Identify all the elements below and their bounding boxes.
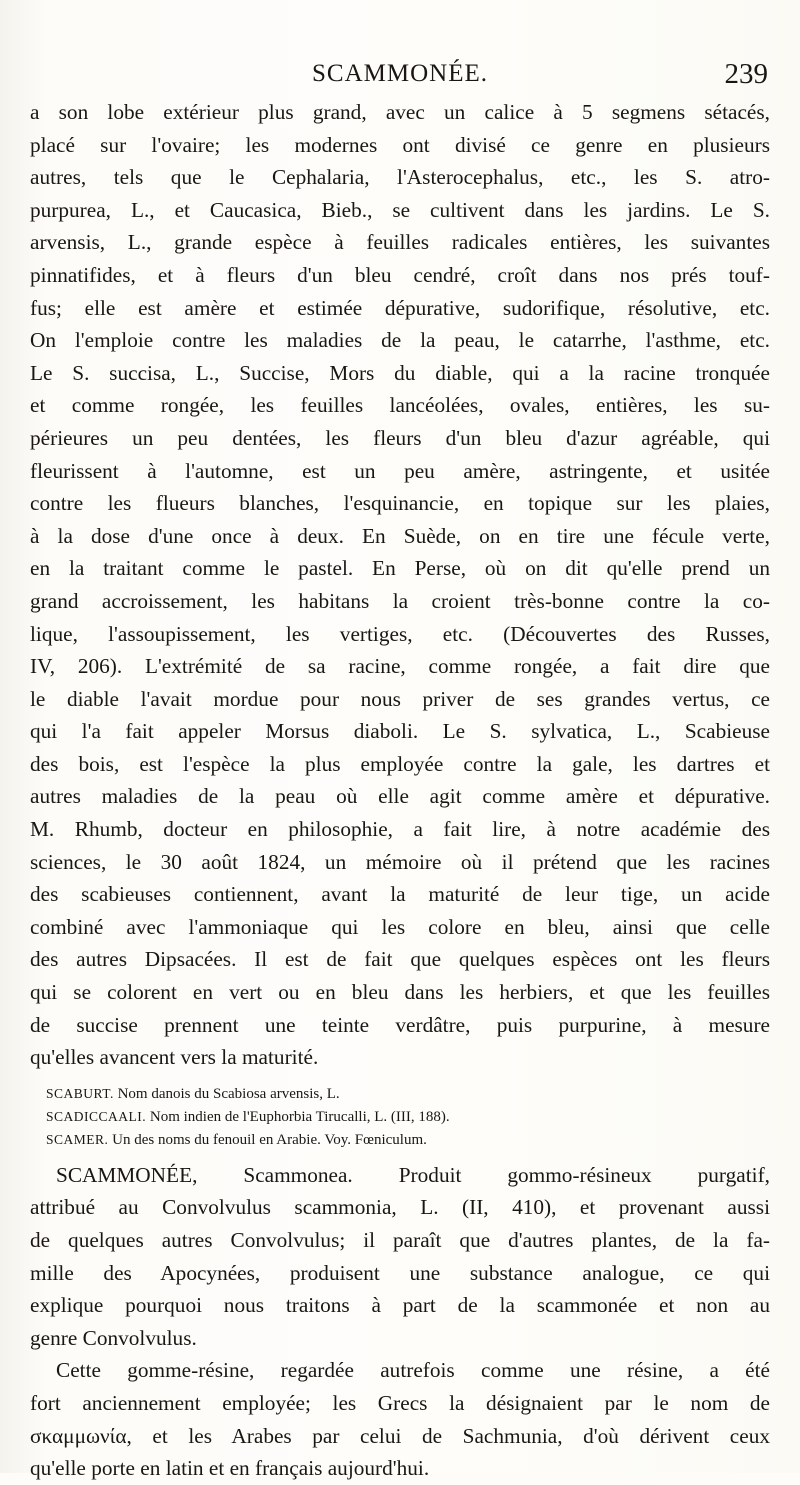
- text-line: de succise prennent une teinte verdâtre, puis purpurine, à mesure: [30, 1012, 770, 1037]
- minor-entry: [30, 1082, 770, 1105]
- page-header: [0, 58, 800, 98]
- text-line: On l'emploie contre les maladies de la peau, le catarrhe, l'asthme, etc.: [30, 328, 770, 353]
- text-line: σκαμμωνία, et les Arabes par celui de Sachmunia, d'où dérivent ceux: [30, 1423, 770, 1448]
- text-line: des autres Dipsacées. Il est de fait que quelques espèces ont les fleurs: [30, 947, 770, 972]
- text-line: de quelques autres Convolvulus; il paraît que d'autres plantes, de la fa-: [30, 1228, 770, 1252]
- text-line: fleurissent à l'automne, est un peu amère, astringente, et usitée: [30, 458, 770, 483]
- text-line: des scabieuses contiennent, avant la maturité de leur tige, un acide: [30, 882, 770, 907]
- text-line: grand accroissement, les habitans la croient très-bonne contre la co-: [30, 588, 770, 613]
- text-line: et comme rongée, les feuilles lancéolées, ovales, entières, les su-: [30, 393, 770, 418]
- text-line: sciences, le 30 août 1824, un mémoire où il prétend que les racines: [30, 849, 770, 874]
- text-line: fus; elle est amère et estimée dépurative, sudorifique, résolutive, etc.: [30, 295, 770, 320]
- spacer: [30, 1074, 770, 1082]
- text-line: arvensis, L., grande espèce à feuilles radicales entières, les suivantes: [30, 230, 770, 255]
- text-line: lique, l'assoupissement, les vertiges, etc. (Découvertes des Russes,: [30, 621, 770, 646]
- text-line: contre les flueurs blanches, l'esquinancie, en topique sur les plaies,: [30, 491, 770, 516]
- minor-entry: [30, 1128, 770, 1151]
- text-line: Cette gomme-résine, regardée autrefois comme une résine, a été: [56, 1358, 770, 1383]
- text-line: placé sur l'ovaire; les modernes ont divisé ce genre en plusieurs: [30, 132, 770, 157]
- text-line: a son lobe extérieur plus grand, avec un calice à 5 segmens sétacés,: [30, 100, 770, 124]
- text-line: mille des Apocynées, produisent une substance analogue, ce qui: [30, 1260, 770, 1285]
- text-line: en la traitant comme le pastel. En Perse, où on dit qu'elle prend un: [30, 556, 770, 581]
- entry-text: Nom danois du Scabiosa arvensis, L.: [117, 1085, 340, 1102]
- page-number: 239: [724, 58, 768, 90]
- entry-heading-line: SCAMMONÉE, Scammonea. Produit gommo-résineux purgatif,: [56, 1162, 770, 1187]
- text-line: autres maladies de la peau où elle agit comme amère et dépurative.: [30, 784, 770, 809]
- text-line: purpurea, L., et Caucasica, Bieb., se cultivent dans les jardins. Le S.: [30, 197, 770, 222]
- text-line: à la dose d'une once à deux. En Suède, on en tire une fécule verte,: [30, 523, 770, 548]
- text-line: qui se colorent en vert ou en bleu dans les herbiers, et que les feuilles: [30, 980, 770, 1005]
- text-line: genre Convolvulus.: [30, 1325, 197, 1350]
- text-line: pinnatifides, et à fleurs d'un bleu cendré, croît dans nos prés touf-: [30, 262, 770, 287]
- entry-text: Nom indien de l'Euphorbia Tirucalli, L. (III, 188).: [149, 1108, 450, 1125]
- text-line: IV, 206). L'extrémité de sa racine, comme rongée, a fait dire que: [30, 654, 770, 679]
- text-line: qu'elles avancent vers la maturité.: [30, 1045, 319, 1070]
- text-line: qui l'a fait appeler Morsus diaboli. Le S. sylvatica, L., Scabieuse: [30, 719, 770, 744]
- spacer: [30, 1151, 770, 1159]
- entry-head: SCABURT.: [46, 1085, 114, 1101]
- text-line: combiné avec l'ammoniaque qui les colore en bleu, ainsi que celle: [30, 914, 770, 939]
- running-head: SCAMMONÉE.: [312, 60, 488, 87]
- entry-head: SCAMER.: [46, 1131, 109, 1147]
- text-line: périeures un peu dentées, les fleurs d'un bleu d'azur agréable, qui: [30, 425, 770, 450]
- text-line: qu'elle porte en latin et en français aujourd'hui.: [30, 1456, 430, 1481]
- body-text: [30, 96, 770, 1485]
- entry-head: SCADICCAALI.: [46, 1108, 147, 1124]
- text-line: des bois, est l'espèce la plus employée contre la gale, les dartres et: [30, 751, 770, 776]
- text-line: Le S. succisa, L., Succise, Mors du diable, qui a la racine tronquée: [30, 360, 770, 385]
- minor-entry: [30, 1105, 770, 1128]
- text-line: autres, tels que le Cephalaria, l'Asterocephalus, etc., les S. atro-: [30, 165, 770, 190]
- text-line: attribué au Convolvulus scammonia, L. (II, 410), et provenant aussi: [30, 1195, 770, 1220]
- text-line: le diable l'avait mordue pour nous priver de ses grandes vertus, ce: [30, 686, 770, 711]
- text-line: M. Rhumb, docteur en philosophie, a fait lire, à notre académie des: [30, 817, 770, 842]
- text-line: fort anciennement employée; les Grecs la désignaient par le nom de: [30, 1390, 770, 1415]
- text-line: explique pourquoi nous traitons à part de la scammonée et non au: [30, 1293, 770, 1318]
- entry-text: Un des noms du fenouil en Arabie. Voy. Fœniculum.: [112, 1131, 427, 1148]
